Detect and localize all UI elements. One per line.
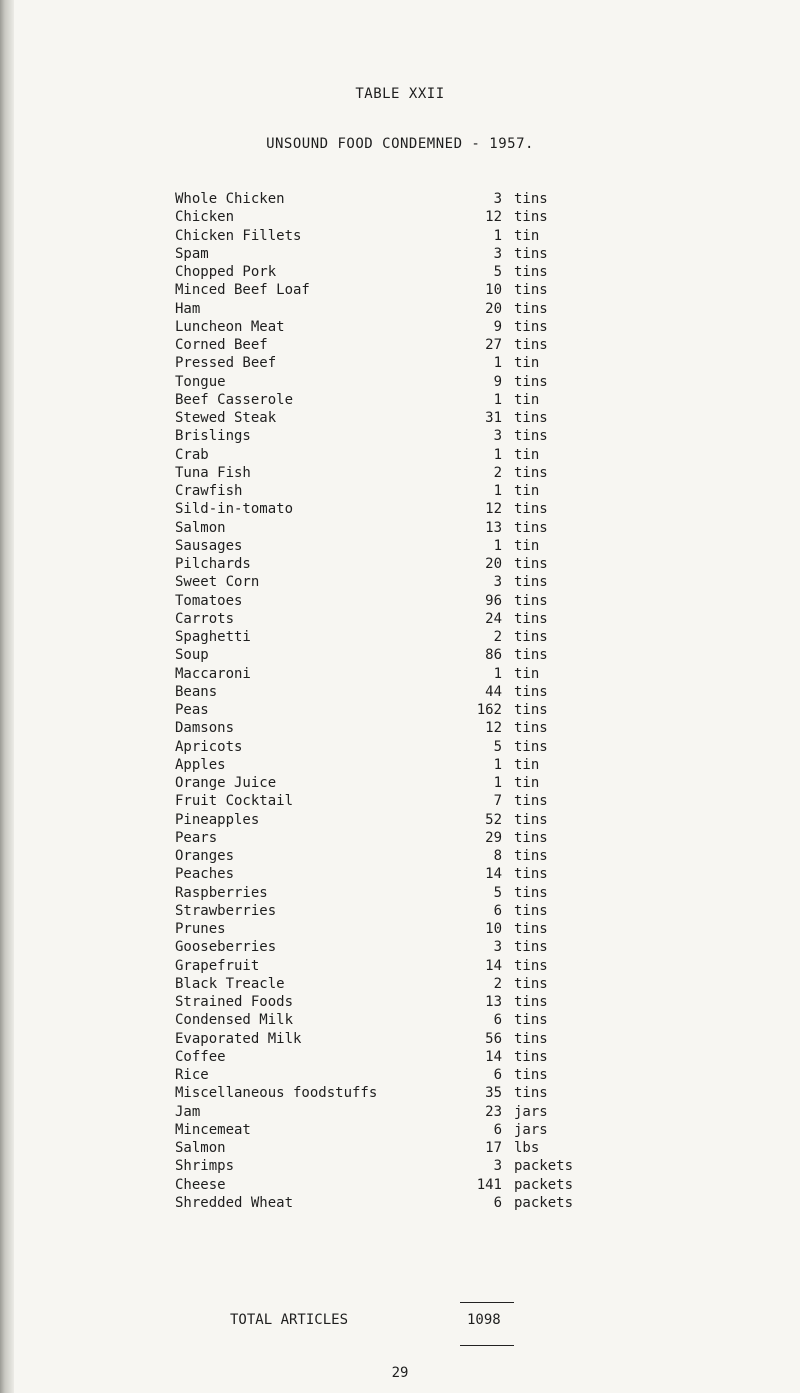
item-unit: tins [514, 519, 548, 536]
item-name: Salmon [175, 519, 226, 536]
item-name: Chicken [175, 209, 235, 226]
item-name: Tomatoes [175, 592, 243, 609]
total-value: 1098 [467, 1312, 501, 1328]
item-name: Peas [175, 702, 209, 718]
item-quantity: 1 [493, 665, 502, 682]
item-unit: tins [514, 793, 548, 810]
list-item [0, 1121, 800, 1139]
item-name: Shrimps [175, 1158, 235, 1175]
item-quantity: 6 [493, 1067, 502, 1083]
item-name: Shredded Wheat [175, 1194, 294, 1211]
item-name: Evaporated Milk [175, 1030, 302, 1047]
item-unit: tins [514, 264, 548, 280]
item-quantity: 96 [485, 592, 502, 609]
item-quantity: 12 [485, 501, 502, 518]
item-name: Spam [175, 245, 209, 262]
item-unit: tins [514, 501, 548, 518]
item-quantity: 52 [485, 811, 502, 828]
item-quantity: 3 [493, 939, 502, 956]
item-unit: tins [514, 300, 548, 317]
item-quantity: 31 [485, 410, 502, 426]
item-unit: tins [514, 994, 548, 1010]
item-name: Prunes [175, 921, 226, 937]
list-item [0, 1048, 800, 1066]
item-name: Black Treacle [175, 975, 285, 992]
item-quantity: 3 [493, 191, 502, 207]
item-name: Peaches [175, 866, 235, 883]
list-item [0, 281, 800, 299]
item-quantity: 1 [493, 775, 502, 791]
item-quantity: 141 [476, 1176, 502, 1193]
table-subtitle: UNSOUND FOOD CONDEMNED - 1957. [266, 136, 534, 152]
item-unit: tins [514, 702, 548, 718]
item-quantity: 6 [493, 1121, 502, 1138]
item-quantity: 1 [493, 391, 502, 408]
item-name: Mincemeat [175, 1121, 251, 1138]
item-quantity: 5 [493, 264, 502, 280]
item-unit: jars [514, 1121, 548, 1138]
item-quantity: 1 [493, 483, 502, 499]
item-unit: tins [514, 464, 548, 481]
item-quantity: 20 [485, 300, 502, 317]
list-item [0, 519, 800, 537]
list-item [0, 829, 800, 847]
item-unit: tins [514, 848, 548, 864]
list-item [0, 665, 800, 683]
item-name: Gooseberries [175, 939, 277, 956]
item-quantity: 27 [485, 337, 502, 353]
item-unit: tin [514, 446, 540, 463]
list-item [0, 482, 800, 500]
item-quantity: 3 [493, 574, 502, 591]
list-item [0, 628, 800, 646]
item-unit: tin [514, 756, 540, 773]
item-unit: tins [514, 683, 548, 700]
item-quantity: 7 [493, 793, 502, 810]
item-name: Pears [175, 829, 218, 846]
list-item [0, 1176, 800, 1194]
item-name: Spaghetti [175, 629, 251, 645]
list-item [0, 318, 800, 336]
item-name: Soup [175, 647, 209, 664]
item-name: Coffee [175, 1048, 226, 1065]
item-unit: tins [514, 975, 548, 992]
item-quantity: 5 [493, 884, 502, 901]
item-unit: tins [514, 209, 548, 226]
item-unit: tins [514, 939, 548, 956]
item-name: Raspberries [175, 884, 268, 901]
list-item [0, 373, 800, 391]
item-quantity: 23 [485, 1103, 502, 1120]
item-name: Pressed Beef [175, 355, 277, 372]
item-name: Stewed Steak [175, 410, 277, 426]
item-unit: packets [514, 1158, 574, 1175]
item-unit: tin [514, 355, 540, 372]
item-unit: tins [514, 373, 548, 390]
item-quantity: 17 [485, 1140, 502, 1156]
item-name: Jam [175, 1103, 201, 1120]
table-title: TABLE XXII [355, 86, 445, 102]
list-item [0, 938, 800, 956]
list-item [0, 336, 800, 354]
item-name: Cheese [175, 1176, 226, 1193]
item-name: Sausages [175, 537, 243, 554]
list-item [0, 1139, 800, 1157]
item-unit: tins [514, 337, 548, 353]
item-unit: tin [514, 775, 540, 791]
item-unit: tins [514, 647, 548, 664]
item-name: Strained Foods [175, 994, 294, 1010]
list-item [0, 920, 800, 938]
list-item [0, 792, 800, 810]
item-name: Crawfish [175, 483, 243, 499]
list-item [0, 555, 800, 573]
item-quantity: 12 [485, 720, 502, 737]
item-name: Condensed Milk [175, 1012, 294, 1029]
item-name: Sild-in-tomato [175, 501, 294, 518]
item-quantity: 12 [485, 209, 502, 226]
item-name: Salmon [175, 1140, 226, 1156]
list-item [0, 227, 800, 245]
item-unit: tins [514, 902, 548, 919]
list-item [0, 427, 800, 445]
list-item [0, 300, 800, 318]
list-item [0, 902, 800, 920]
item-quantity: 35 [485, 1085, 502, 1102]
item-quantity: 1 [493, 446, 502, 463]
list-item [0, 957, 800, 975]
item-name: Whole Chicken [175, 191, 285, 207]
item-quantity: 3 [493, 428, 502, 445]
item-unit: tins [514, 921, 548, 937]
list-item [0, 683, 800, 701]
item-unit: tins [514, 556, 548, 572]
item-quantity: 14 [485, 957, 502, 974]
item-unit: tins [514, 866, 548, 883]
list-item [0, 245, 800, 263]
total-rule-top [460, 1302, 514, 1303]
item-quantity: 1 [493, 756, 502, 773]
item-unit: tins [514, 428, 548, 445]
item-unit: tin [514, 537, 540, 554]
item-quantity: 2 [493, 975, 502, 992]
list-item [0, 1030, 800, 1048]
item-unit: tins [514, 592, 548, 609]
total-rule-bottom [460, 1345, 514, 1346]
item-name: Apricots [175, 738, 243, 755]
item-quantity: 13 [485, 519, 502, 536]
item-name: Minced Beef Loaf [175, 282, 310, 299]
list-item [0, 409, 800, 427]
item-unit: tin [514, 227, 540, 244]
list-item [0, 592, 800, 610]
item-unit: tins [514, 410, 548, 426]
food-list [0, 190, 800, 1212]
list-item [0, 811, 800, 829]
item-quantity: 6 [493, 902, 502, 919]
item-name: Pilchards [175, 556, 251, 572]
item-unit: tins [514, 1067, 548, 1083]
item-quantity: 14 [485, 1048, 502, 1065]
list-item [0, 500, 800, 518]
item-quantity: 1 [493, 355, 502, 372]
list-item [0, 464, 800, 482]
item-quantity: 44 [485, 683, 502, 700]
list-item [0, 646, 800, 664]
item-name: Beef Casserole [175, 391, 294, 408]
item-quantity: 14 [485, 866, 502, 883]
item-name: Crab [175, 446, 209, 463]
item-quantity: 2 [493, 464, 502, 481]
item-unit: tins [514, 574, 548, 591]
list-item [0, 190, 800, 208]
list-item [0, 1103, 800, 1121]
list-item [0, 701, 800, 719]
item-name: Orange Juice [175, 775, 277, 791]
item-name: Oranges [175, 848, 235, 864]
item-name: Tuna Fish [175, 464, 251, 481]
item-name: Sweet Corn [175, 574, 260, 591]
item-name: Maccaroni [175, 665, 251, 682]
item-quantity: 5 [493, 738, 502, 755]
list-item [0, 1066, 800, 1084]
item-name: Pineapples [175, 811, 260, 828]
item-quantity: 3 [493, 245, 502, 262]
item-quantity: 20 [485, 556, 502, 572]
item-name: Beans [175, 683, 218, 700]
item-unit: packets [514, 1194, 574, 1211]
item-name: Chopped Pork [175, 264, 277, 280]
list-item [0, 738, 800, 756]
item-unit: jars [514, 1103, 548, 1120]
item-quantity: 24 [485, 610, 502, 627]
item-unit: tins [514, 191, 548, 207]
item-unit: tins [514, 811, 548, 828]
item-name: Apples [175, 756, 226, 773]
item-unit: tins [514, 1012, 548, 1029]
item-name: Miscellaneous foodstuffs [175, 1085, 378, 1102]
item-unit: tins [514, 884, 548, 901]
list-item [0, 1157, 800, 1175]
total-label: TOTAL ARTICLES [230, 1312, 349, 1328]
item-unit: tins [514, 1030, 548, 1047]
list-item [0, 774, 800, 792]
item-unit: tins [514, 957, 548, 974]
item-unit: tins [514, 282, 548, 299]
item-unit: packets [514, 1176, 574, 1193]
list-item [0, 208, 800, 226]
item-quantity: 10 [485, 921, 502, 937]
item-name: Fruit Cocktail [175, 793, 294, 810]
item-quantity: 9 [493, 318, 502, 335]
list-item [0, 573, 800, 591]
list-item [0, 1194, 800, 1212]
list-item [0, 865, 800, 883]
item-name: Chicken Fillets [175, 227, 302, 244]
list-item [0, 1011, 800, 1029]
item-unit: tins [514, 610, 548, 627]
item-unit: tins [514, 245, 548, 262]
item-quantity: 86 [485, 647, 502, 664]
item-name: Carrots [175, 610, 235, 627]
item-quantity: 1 [493, 227, 502, 244]
list-item [0, 884, 800, 902]
item-quantity: 8 [493, 848, 502, 864]
item-name: Strawberries [175, 902, 277, 919]
item-name: Grapefruit [175, 957, 260, 974]
item-unit: tins [514, 829, 548, 846]
item-quantity: 56 [485, 1030, 502, 1047]
page-number: 29 [391, 1365, 409, 1381]
item-quantity: 2 [493, 629, 502, 645]
list-item [0, 446, 800, 464]
item-quantity: 162 [476, 702, 502, 718]
item-quantity: 29 [485, 829, 502, 846]
item-name: Brislings [175, 428, 251, 445]
item-quantity: 6 [493, 1012, 502, 1029]
item-quantity: 3 [493, 1158, 502, 1175]
list-item [0, 719, 800, 737]
item-unit: tins [514, 1085, 548, 1102]
item-unit: tins [514, 738, 548, 755]
item-unit: lbs [514, 1140, 540, 1156]
item-quantity: 13 [485, 994, 502, 1010]
item-unit: tin [514, 483, 540, 499]
list-item [0, 354, 800, 372]
item-quantity: 10 [485, 282, 502, 299]
item-unit: tins [514, 720, 548, 737]
list-item [0, 537, 800, 555]
list-item [0, 756, 800, 774]
list-item [0, 263, 800, 281]
item-unit: tins [514, 629, 548, 645]
item-unit: tins [514, 1048, 548, 1065]
list-item [0, 975, 800, 993]
list-item [0, 391, 800, 409]
item-name: Tongue [175, 373, 226, 390]
item-quantity: 6 [493, 1194, 502, 1211]
item-unit: tin [514, 665, 540, 682]
item-unit: tin [514, 391, 540, 408]
item-name: Rice [175, 1067, 209, 1083]
item-name: Corned Beef [175, 337, 268, 353]
list-item [0, 993, 800, 1011]
item-name: Damsons [175, 720, 235, 737]
item-name: Luncheon Meat [175, 318, 285, 335]
list-item [0, 1084, 800, 1102]
item-unit: tins [514, 318, 548, 335]
item-name: Ham [175, 300, 201, 317]
list-item [0, 610, 800, 628]
item-quantity: 1 [493, 537, 502, 554]
list-item [0, 847, 800, 865]
item-quantity: 9 [493, 373, 502, 390]
